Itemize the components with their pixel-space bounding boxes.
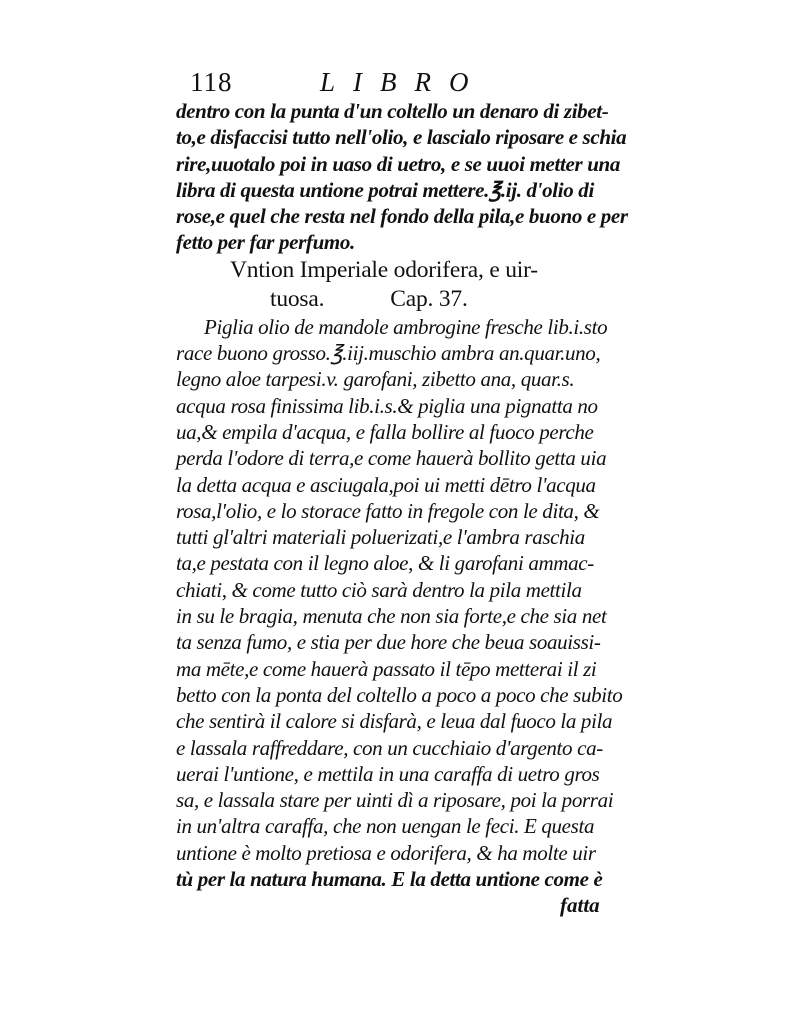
text-line: rosa,l'olio, e lo storace fatto in fregole con le dita, &: [176, 498, 600, 523]
text-line: betto con la ponta del coltello a poco a poco che subito: [176, 682, 623, 707]
text-line: tù per la natura humana. E la detta untione come è: [176, 867, 603, 892]
text-line: dentro con la punta d'un coltello un denaro di zibet-: [176, 99, 609, 123]
text-line: fetto per far perfumo.: [176, 230, 355, 255]
text-line: race buono grosso.℥.iij.muschio ambra an.quar.uno,: [176, 341, 601, 366]
text-line: untione è molto pretiosa e odorifera, & ha molte uir: [176, 840, 596, 865]
text-line: ma mēte,e come hauerà passato il tēpo metterai il zi: [176, 656, 597, 681]
text-line: in un'altra caraffa, che non uengan le feci. E questa: [176, 814, 595, 839]
text-line: uerai l'untione, e mettila in una caraffa di uetro gros: [176, 761, 600, 786]
page-number: 118: [190, 67, 233, 97]
text-line: tutti gl'altri materiali poluerizati,e l'ambra raschia: [176, 525, 585, 550]
text-line: perda l'odore di terra,e come hauerà bollito getta uia: [176, 446, 607, 471]
chapter-heading-line: Vntion Imperiale odorifera, e uir-: [230, 256, 538, 283]
chapter-heading: [176, 256, 616, 314]
recipe-paragraph: [176, 314, 623, 893]
text-line: che sentirà il calore si disfarà, e leua dal fuoco la pila: [176, 709, 613, 734]
text-line: in su le bragia, menuta che non sia forte,e che sia net: [176, 604, 607, 629]
text-line: legno aloe tarpesi.v. garofani, zibetto ana, quar.s.: [176, 367, 575, 392]
catchword: fatta: [560, 893, 600, 918]
running-title: LIBRO: [320, 67, 487, 97]
chapter-number: Cap. 37.: [390, 285, 468, 312]
chapter-heading-line: [176, 285, 616, 314]
text-line: libra di questa untione potrai mettere.℥.ij. d'olio di: [176, 177, 594, 202]
text-line: rose,e quel che resta nel fondo della pila,e buono e per: [176, 204, 628, 229]
text-line: Piglia olio de mandole ambrogine fresche lib.i.sto: [204, 314, 608, 339]
paragraph-continuation: [176, 98, 628, 256]
text-line: rire,uuotalo poi in uaso di uetro, e se uuoi metter una: [176, 151, 621, 176]
text-line: chiati, & come tutto ciò sarà dentro la pila mettila: [176, 577, 582, 602]
text-line: to,e disfaccisi tutto nell'olio, e lascialo riposare e schia: [176, 125, 627, 150]
text-line: sa, e lassala stare per uinti dì a riposare, poi la porrai: [176, 788, 614, 813]
chapter-heading-word: tuosa.: [270, 285, 325, 312]
text-line: la detta acqua e asciugala,poi ui metti dētro l'acqua: [176, 472, 596, 497]
text-line: ta senza fumo, e stia per due hore che beua soauissi-: [176, 630, 601, 655]
text-line: ta,e pestata con il legno aloe, & li garofani ammac-: [176, 551, 594, 576]
text-line: ua,& empila d'acqua, e falla bollire al fuoco perche: [176, 419, 594, 444]
text-block: [176, 98, 628, 919]
running-head: [190, 66, 530, 98]
text-line: e lassala raffreddare, con un cucchiaio d'argento ca-: [176, 735, 603, 760]
text-line: acqua rosa finissima lib.i.s.& piglia una pignatta no: [176, 393, 598, 418]
